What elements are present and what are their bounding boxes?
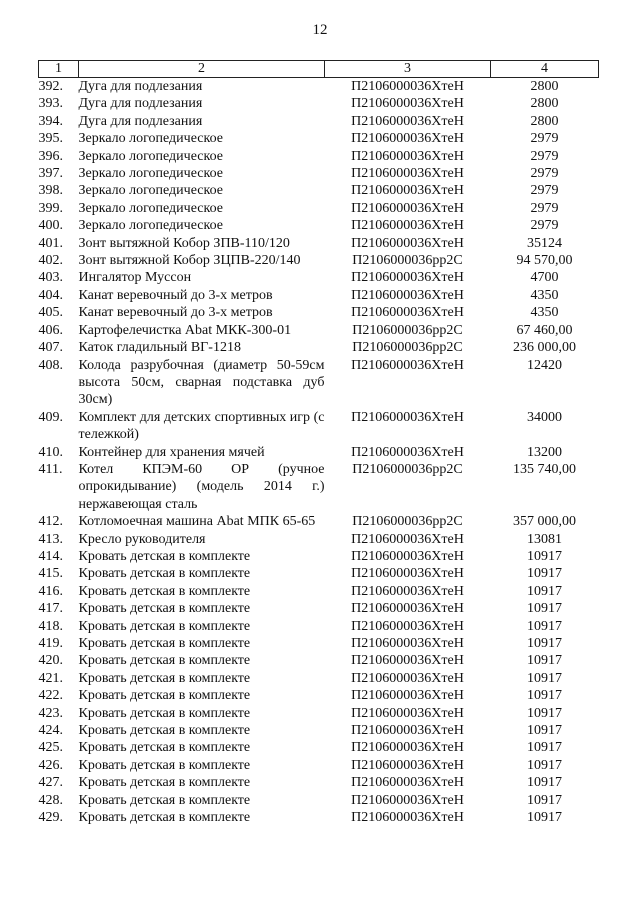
row-number: 416. [38,583,63,599]
item-name: Зеркало логопедическое [78,218,223,234]
item-name: Комплект для детских спортивных игр (с тележкой) [78,409,325,443]
row-number: 410. [38,444,63,460]
item-value: 2979 [530,166,559,182]
item-value: 13081 [527,531,562,547]
row-number: 413. [38,531,63,547]
row-number: 418. [38,618,63,634]
item-value: 10917 [527,636,562,651]
row-number: 428. [38,792,63,808]
item-value: 10917 [527,653,562,669]
column-header-1: 1 [39,61,79,78]
item-code: П2106000036ХтеН [351,723,464,739]
item-value: 357 000,00 [513,514,576,530]
row-number: 401. [38,235,63,251]
row-number: 406. [38,322,63,338]
item-name: Кресло руководителя [78,531,206,547]
item-name: Дуга для подлезания [78,79,203,94]
item-value: 10917 [527,810,562,826]
item-code: П2106000036рр2С [352,322,463,338]
row-number: 426. [38,757,63,773]
table-row [39,531,599,548]
table-row [39,687,599,704]
row-number: 398. [38,183,63,199]
item-name: Кровать детская в комплекте [78,636,251,651]
item-name: Колода разрубочная (диаметр 50-59см высота 50см, сварная подставка дуб 30см) [78,357,325,408]
table-row [39,200,599,217]
item-value: 67 460,00 [516,322,573,338]
table-row [39,583,599,600]
column-header-4: 4 [491,61,599,78]
item-name: Кровать детская в комплекте [78,566,251,582]
item-name: Канат веревочный до 3-х метров [78,287,273,303]
item-value: 2800 [530,79,559,94]
item-code: П2106000036ХтеН [351,357,464,373]
table-row [39,322,599,339]
item-name: Кровать детская в комплекте [78,653,251,669]
item-code: П2106000036ХтеН [351,775,464,791]
item-code: П2106000036рр2С [352,340,463,356]
table-row [39,722,599,739]
item-code: П2106000036рр2С [352,253,463,269]
item-value: 4350 [530,287,559,303]
item-name: Котел КПЭМ-60 ОР (ручное опрокидывание) (модель 2014 г.) нержавеющая сталь [78,461,325,512]
table-row [39,148,599,165]
item-value: 12420 [527,357,562,373]
item-code: П2106000036ХтеН [351,601,464,617]
item-code: П2106000036ХтеН [351,79,464,94]
row-number: 405. [38,305,63,321]
row-number: 393. [38,96,63,112]
row-number: 423. [38,705,63,721]
item-name: Зеркало логопедическое [78,200,223,216]
item-value: 2800 [530,96,559,112]
row-number: 397. [38,166,63,182]
item-code: П2106000036ХтеН [351,653,464,669]
item-name: Кровать детская в комплекте [78,548,251,564]
table-row [39,444,599,461]
table-row [39,252,599,269]
item-value: 10917 [527,548,562,564]
table-row [39,705,599,722]
row-number: 396. [38,148,63,164]
item-name: Кровать детская в комплекте [78,670,251,686]
item-value: 10917 [527,566,562,582]
item-name: Кровать детская в комплекте [78,810,251,826]
row-number: 429. [38,810,63,826]
item-code: П2106000036ХтеН [351,618,464,634]
item-value: 2979 [530,183,559,199]
item-name: Кровать детская в комплекте [78,601,251,617]
row-number: 414. [38,548,63,564]
row-number: 417. [38,601,63,617]
item-name: Кровать детская в комплекте [78,792,251,808]
item-value: 10917 [527,723,562,739]
item-value: 35124 [527,235,562,251]
table-row [39,357,599,409]
table-row [39,113,599,130]
item-name: Дуга для подлезания [78,96,203,112]
item-name: Кровать детская в комплекте [78,757,251,773]
table-row [39,792,599,809]
item-name: Зеркало логопедическое [78,148,223,164]
row-number: 404. [38,287,63,303]
table-row [39,565,599,582]
item-name: Кровать детская в комплекте [78,618,251,634]
table-row [39,269,599,286]
item-value: 2979 [530,131,559,147]
item-code: П2106000036ХтеН [351,131,464,147]
row-number: 395. [38,131,63,147]
item-code: П2106000036рр2С [352,514,463,530]
item-code: П2106000036ХтеН [351,636,464,651]
table-row [39,339,599,356]
header-row [39,61,599,78]
item-value: 10917 [527,670,562,686]
item-name: Кровать детская в комплекте [78,723,251,739]
item-value: 94 570,00 [516,253,573,269]
item-code: П2106000036ХтеН [351,113,464,129]
item-value: 2979 [530,200,559,216]
item-value: 13200 [527,444,562,460]
item-code: П2106000036ХтеН [351,287,464,303]
row-number: 420. [38,653,63,669]
item-value: 10917 [527,775,562,791]
item-name: Зеркало логопедическое [78,183,223,199]
table-row [39,739,599,756]
table-row [39,165,599,182]
table-row [39,235,599,252]
item-code: П2106000036ХтеН [351,305,464,321]
inventory-table [38,60,599,826]
table-row [39,600,599,617]
page-number: 12 [312,22,328,38]
row-number: 409. [38,409,63,425]
row-number: 407. [38,340,63,356]
item-name: Зонт вытяжной Кобор ЗЦПВ-220/140 [78,253,301,269]
row-number: 408. [38,357,63,373]
table-row [39,130,599,147]
item-code: П2106000036ХтеН [351,200,464,216]
row-number: 403. [38,270,63,286]
item-value: 236 000,00 [513,340,576,356]
row-number: 415. [38,566,63,582]
item-name: Кровать детская в комплекте [78,740,251,756]
table-row [39,548,599,565]
item-name: Картофелечистка Abat МКК-300-01 [78,322,292,338]
item-code: П2106000036ХтеН [351,218,464,234]
item-code: П2106000036ХтеН [351,409,464,425]
item-code: П2106000036ХтеН [351,270,464,286]
table-row [39,304,599,321]
item-name: Зеркало логопедическое [78,166,223,182]
item-value: 10917 [527,583,562,599]
item-value: 2979 [530,148,559,164]
row-number: 392. [38,79,63,94]
table-row [39,409,599,444]
column-header-3: 3 [325,61,491,78]
table-row [39,652,599,669]
table-row [39,217,599,234]
item-code: П2106000036ХтеН [351,740,464,756]
item-value: 10917 [527,740,562,756]
item-value: 10917 [527,757,562,773]
item-code: П2106000036ХтеН [351,166,464,182]
row-number: 419. [38,636,63,651]
item-value: 135 740,00 [513,461,576,477]
item-name: Зеркало логопедическое [78,131,223,147]
item-name: Каток гладильный ВГ-1218 [78,340,241,356]
item-value: 4700 [530,270,559,286]
item-code: П2106000036ХтеН [351,688,464,704]
table-row [39,757,599,774]
table-row [39,287,599,304]
item-code: П2106000036ХтеН [351,792,464,808]
row-number: 427. [38,775,63,791]
item-code: П2106000036ХтеН [351,183,464,199]
item-code: П2106000036ХтеН [351,810,464,826]
row-number: 422. [38,688,63,704]
item-name: Дуга для подлезания [78,113,203,129]
row-number: 411. [38,461,63,477]
table-row [39,809,599,826]
item-value: 10917 [527,705,562,721]
item-code: П2106000036ХтеН [351,705,464,721]
row-number: 425. [38,740,63,756]
item-name: Ингалятор Муссон [78,270,192,286]
table-row [39,670,599,687]
column-header-2: 2 [79,61,325,78]
item-name: Котломоечная машина Abat МПК 65-65 [78,514,316,530]
item-code: П2106000036ХтеН [351,583,464,599]
item-code: П2106000036ХтеН [351,444,464,460]
row-number: 399. [38,200,63,216]
item-value: 2800 [530,113,559,129]
item-name: Контейнер для хранения мячей [78,444,265,460]
row-number: 421. [38,670,63,686]
item-value: 4350 [530,305,559,321]
item-name: Кровать детская в комплекте [78,688,251,704]
item-value: 10917 [527,618,562,634]
row-number: 412. [38,514,63,530]
item-name: Кровать детская в комплекте [78,583,251,599]
table-row [39,182,599,199]
item-value: 34000 [527,409,562,425]
row-number: 394. [38,113,63,129]
table-row [39,78,599,96]
item-name: Канат веревочный до 3-х метров [78,305,273,321]
row-number: 424. [38,723,63,739]
row-number: 402. [38,253,63,269]
item-code: П2106000036ХтеН [351,670,464,686]
table-row [39,461,599,513]
table-row [39,635,599,652]
item-name: Кровать детская в комплекте [78,775,251,791]
table-header [39,61,599,78]
item-value: 10917 [527,601,562,617]
item-value: 10917 [527,792,562,808]
item-code: П2106000036ХтеН [351,235,464,251]
table-row [39,774,599,791]
item-value: 10917 [527,688,562,704]
item-name: Зонт вытяжной Кобор ЗПВ-110/120 [78,235,290,251]
item-name: Кровать детская в комплекте [78,705,251,721]
item-code: П2106000036ХтеН [351,566,464,582]
table-row [39,618,599,635]
item-code: П2106000036ХтеН [351,548,464,564]
item-code: П2106000036ХтеН [351,96,464,112]
row-number: 400. [38,218,63,234]
item-value: 2979 [530,218,559,234]
table-row [39,95,599,112]
table-row [39,513,599,530]
item-code: П2106000036ХтеН [351,757,464,773]
item-code: П2106000036ХтеН [351,531,464,547]
item-code: П2106000036рр2С [352,461,463,477]
table-body [39,78,599,827]
item-code: П2106000036ХтеН [351,148,464,164]
